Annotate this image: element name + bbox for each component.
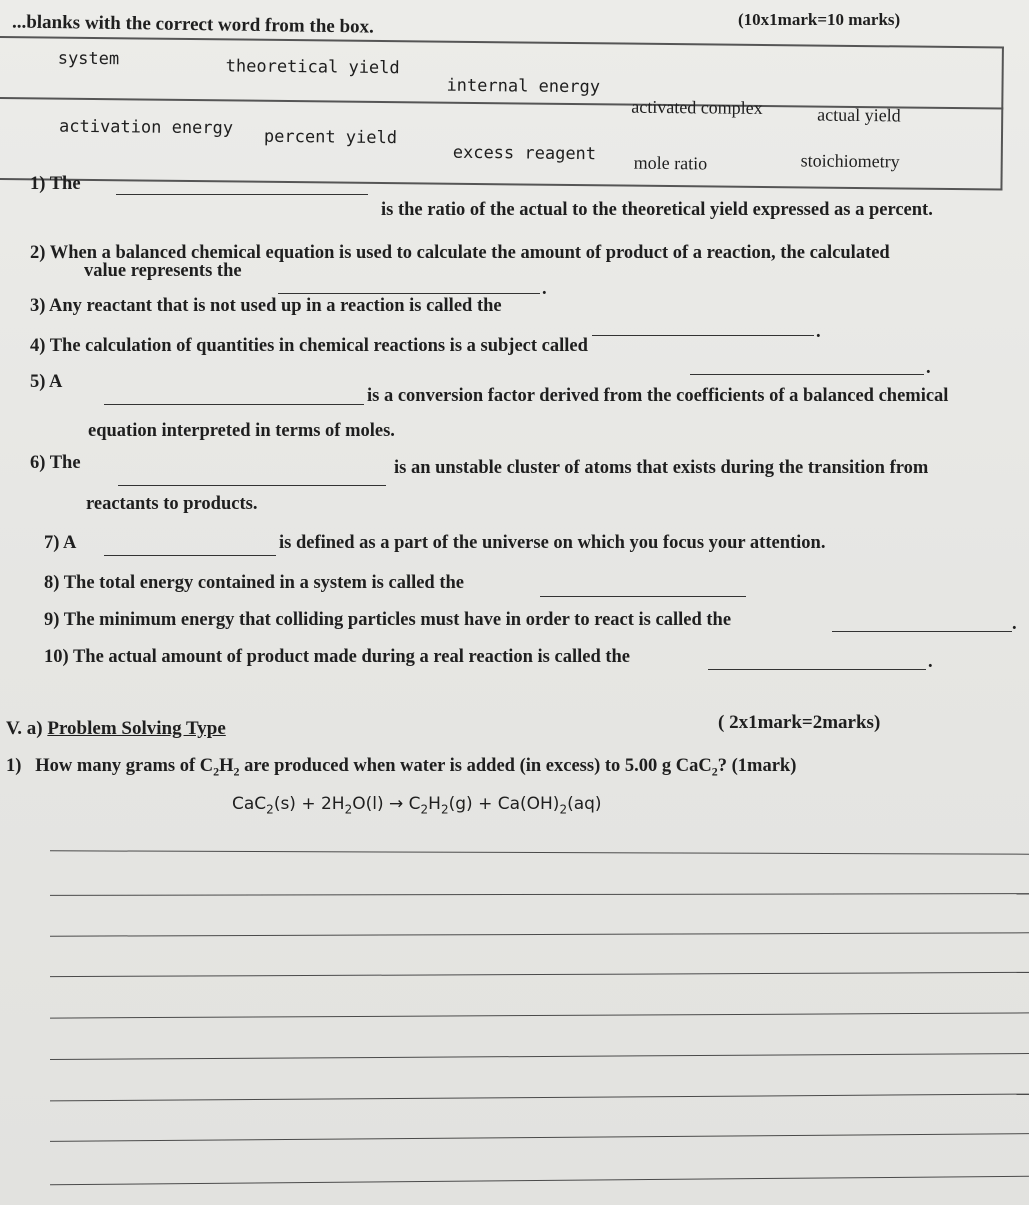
question-2-end: . xyxy=(542,279,547,299)
answer-line[interactable] xyxy=(50,1094,1029,1102)
question-5-rest: is a conversion factor derived from the coefficients of a balanced chemical xyxy=(367,386,949,406)
blank-4[interactable] xyxy=(690,373,924,375)
instruction-heading: ...blanks with the correct word from the box. xyxy=(11,11,374,38)
answer-line[interactable] xyxy=(50,1133,1029,1142)
question-6-rest: is an unstable cluster of atoms that exists during the transition from xyxy=(394,458,929,478)
blank-3[interactable] xyxy=(592,334,814,336)
word-percent-yield: percent yield xyxy=(263,126,398,149)
question-4: 4) The calculation of quantities in chemical reactions is a subject called xyxy=(30,336,588,356)
answer-line[interactable] xyxy=(50,1176,1029,1186)
question-7-rest: is defined as a part of the universe on which you focus your attention. xyxy=(279,533,826,553)
question-1-rest: is the ratio of the actual to the theoretical yield expressed as a percent. xyxy=(381,200,933,220)
blank-7[interactable] xyxy=(104,554,276,556)
section-marks: ( 2x1mark=2marks) xyxy=(718,712,881,733)
word-theoretical-yield: theoretical yield xyxy=(225,56,400,79)
word-activation-energy: activation energy xyxy=(58,116,234,139)
question-7: 7) A xyxy=(44,533,77,553)
blank-8[interactable] xyxy=(540,595,746,597)
word-system: system xyxy=(57,48,120,70)
marks-label: (10x1mark=10 marks) xyxy=(738,10,901,29)
question-5: 5) A xyxy=(30,372,63,392)
blank-2[interactable] xyxy=(278,292,540,294)
answer-line[interactable] xyxy=(50,893,1029,896)
question-2-cont: value represents the xyxy=(84,261,242,281)
question-9: 9) The minimum energy that colliding particles must have in order to react is called the xyxy=(44,610,732,630)
question-1: 1) The xyxy=(30,174,81,194)
blank-5[interactable] xyxy=(104,403,364,405)
question-8: 8) The total energy contained in a system is called the xyxy=(44,573,465,593)
question-6-cont: reactants to products. xyxy=(86,494,258,514)
word-mole-ratio: mole ratio xyxy=(633,152,708,174)
blank-10[interactable] xyxy=(708,668,926,670)
answer-line[interactable] xyxy=(50,972,1029,977)
question-6: 6) The xyxy=(30,453,81,473)
section-title: V. a) Problem Solving Type xyxy=(6,718,226,739)
answer-line[interactable] xyxy=(50,932,1029,936)
word-activated-complex: activated complex xyxy=(631,96,763,118)
blank-1[interactable] xyxy=(116,193,368,195)
question-5-cont: equation interpreted in terms of moles. xyxy=(88,421,395,441)
blank-6[interactable] xyxy=(118,484,386,486)
answer-line[interactable] xyxy=(50,1053,1029,1060)
question-10-end: . xyxy=(928,652,933,672)
question-4-end: . xyxy=(926,358,931,378)
blank-9[interactable] xyxy=(832,630,1012,632)
word-internal-energy: internal energy xyxy=(446,75,601,98)
question-10: 10) The actual amount of product made during a real reaction is called the xyxy=(44,647,631,667)
question-9-end: . xyxy=(1012,614,1017,634)
word-excess-reagent: excess reagent xyxy=(452,142,597,165)
question-3-end: . xyxy=(816,322,821,342)
answer-line[interactable] xyxy=(50,1012,1029,1018)
question-2: 2) When a balanced chemical equation is used to calculate the amount of product of a reaction, the calculated xyxy=(30,243,890,263)
word-box xyxy=(0,36,1004,191)
problem-1: 1) How many grams of $C_2H_2$ are produced when water is added (in excess) to 5.00 g CaC$_2$? (1mark) xyxy=(6,756,797,779)
word-actual-yield: actual yield xyxy=(817,104,901,126)
question-3: 3) Any reactant that is not used up in a reaction is called the xyxy=(30,296,502,316)
word-stoichiometry: stoichiometry xyxy=(800,150,900,172)
answer-line[interactable] xyxy=(50,850,1029,854)
chemical-equation: $CaC_2(s) + 2H_2O(l) \to C_2H_2(g) + Ca(OH)_2(aq)$ xyxy=(232,794,602,817)
